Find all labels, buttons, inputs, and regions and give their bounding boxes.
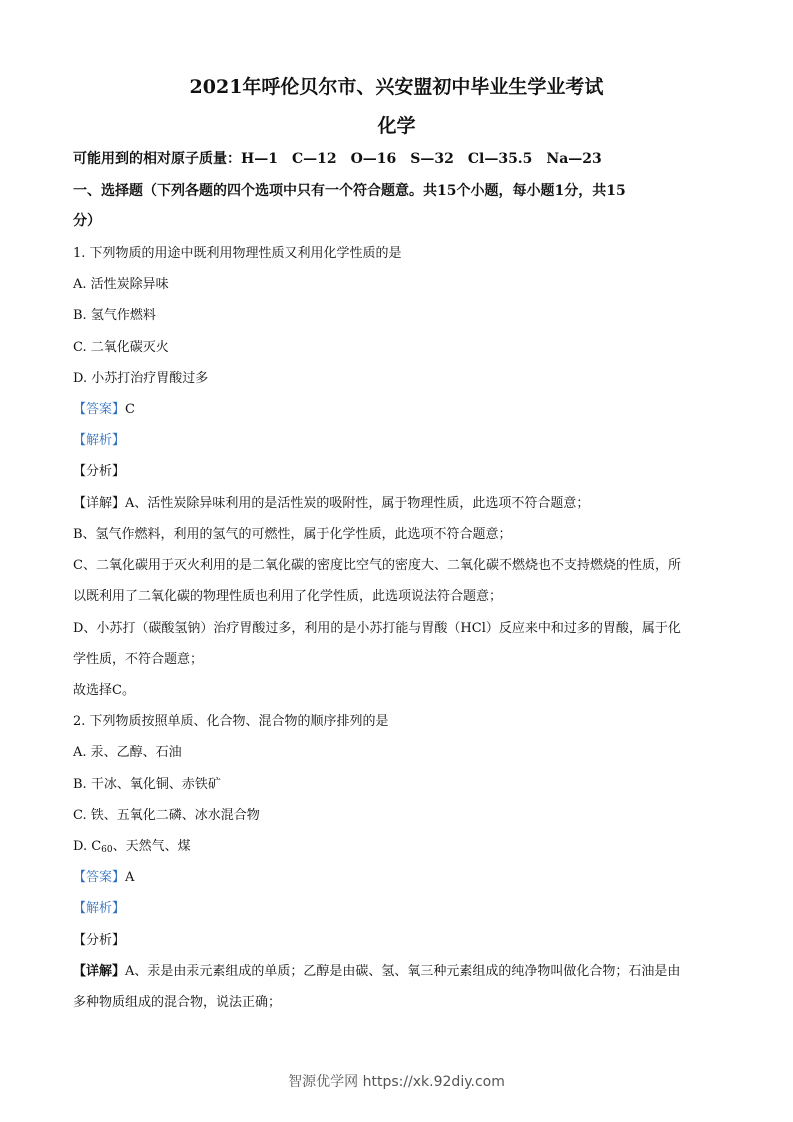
- q2-detail-2: 多种物质组成的混合物，说法正确；: [73, 995, 282, 1010]
- option-d-subscript: 60: [101, 845, 113, 855]
- atomic-masses: 可能用到的相对原子质量：H—1 C—12 O—16 S—32 Cl—35.5 Na—23: [73, 151, 602, 167]
- q2-option-c: C. 铁、五氧化二磷、冰水混合物: [73, 808, 260, 823]
- q1-fenxi-tag: 【分析】: [73, 464, 126, 479]
- section-heading-line1: 一、选择题（下列各题的四个选项中只有一个符合题意。共15个小题，每小题1分，共15: [73, 183, 626, 199]
- q1-detail-6: 学性质，不符合题意；: [73, 652, 204, 667]
- q1-detail-1: [73, 495, 733, 513]
- q1-detail-4: 以既利用了二氧化碳的物理性质也利用了化学性质，此选项说法符合题意；: [73, 589, 503, 604]
- option-d-prefix: D. C: [73, 839, 102, 854]
- q2-option-d: [73, 838, 733, 856]
- answer-value: A: [125, 870, 135, 885]
- q1-detail-7: 故选择C。: [73, 683, 135, 698]
- answer-tag: 【答案】: [73, 402, 126, 417]
- detail-text: A、活性炭除异味利用的是活性炭的吸附性，属于物理性质，此选项不符合题意；: [125, 496, 590, 511]
- detail-tag: 【详解】: [73, 496, 126, 511]
- q1-detail-5: D、小苏打（碳酸氢钠）治疗胃酸过多，利用的是小苏打能与胃酸（HCl）反应来中和过多的胃酸，属于化: [73, 621, 681, 636]
- q1-jiexi-tag: 【解析】: [73, 433, 126, 448]
- q1-option-a: A. 活性炭除异味: [73, 277, 169, 292]
- q2-detail-1: [73, 963, 733, 981]
- detail-text: A、汞是由汞元素组成的单质；乙醇是由碳、氢、氧三种元素组成的纯净物叫做化合物；石油是由: [125, 964, 681, 979]
- q2-option-b: B. 干冰、氧化铜、赤铁矿: [73, 777, 221, 792]
- q1-stem: 1. 下列物质的用途中既利用物理性质又利用化学性质的是: [73, 246, 402, 261]
- q2-fenxi-tag: 【分析】: [73, 933, 126, 948]
- q2-jiexi-tag: 【解析】: [73, 901, 126, 916]
- section-heading-line2: 分）: [73, 213, 101, 229]
- answer-value: C: [125, 402, 135, 417]
- exam-title: 2021年呼伦贝尔市、兴安盟初中毕业生学业考试: [189, 76, 604, 98]
- option-d-rest: 、天然气、煤: [112, 839, 191, 854]
- q1-option-b: B. 氢气作燃料: [73, 308, 156, 323]
- q1-detail-3: C、二氧化碳用于灭火利用的是二氧化碳的密度比空气的密度大、二氧化碳不燃烧也不支持燃烧的性质，所: [73, 558, 681, 573]
- subject-title: 化学: [377, 115, 416, 137]
- q1-option-d: D. 小苏打治疗胃酸过多: [73, 371, 209, 386]
- q2-stem: 2. 下列物质按照单质、化合物、混合物的顺序排列的是: [73, 714, 389, 729]
- q2-answer: [73, 869, 733, 887]
- q1-answer: [73, 401, 733, 419]
- answer-tag: 【答案】: [73, 870, 126, 885]
- q1-option-c: C. 二氧化碳灭火: [73, 340, 169, 355]
- footer-watermark: 智源优学网 https://xk.92diy.com: [288, 1074, 505, 1090]
- detail-tag: 【详解】: [73, 964, 126, 979]
- q2-option-a: A. 汞、乙醇、石油: [73, 745, 182, 760]
- q1-detail-2: B、氢气作燃料，利用的氢气的可燃性，属于化学性质，此选项不符合题意；: [73, 527, 512, 542]
